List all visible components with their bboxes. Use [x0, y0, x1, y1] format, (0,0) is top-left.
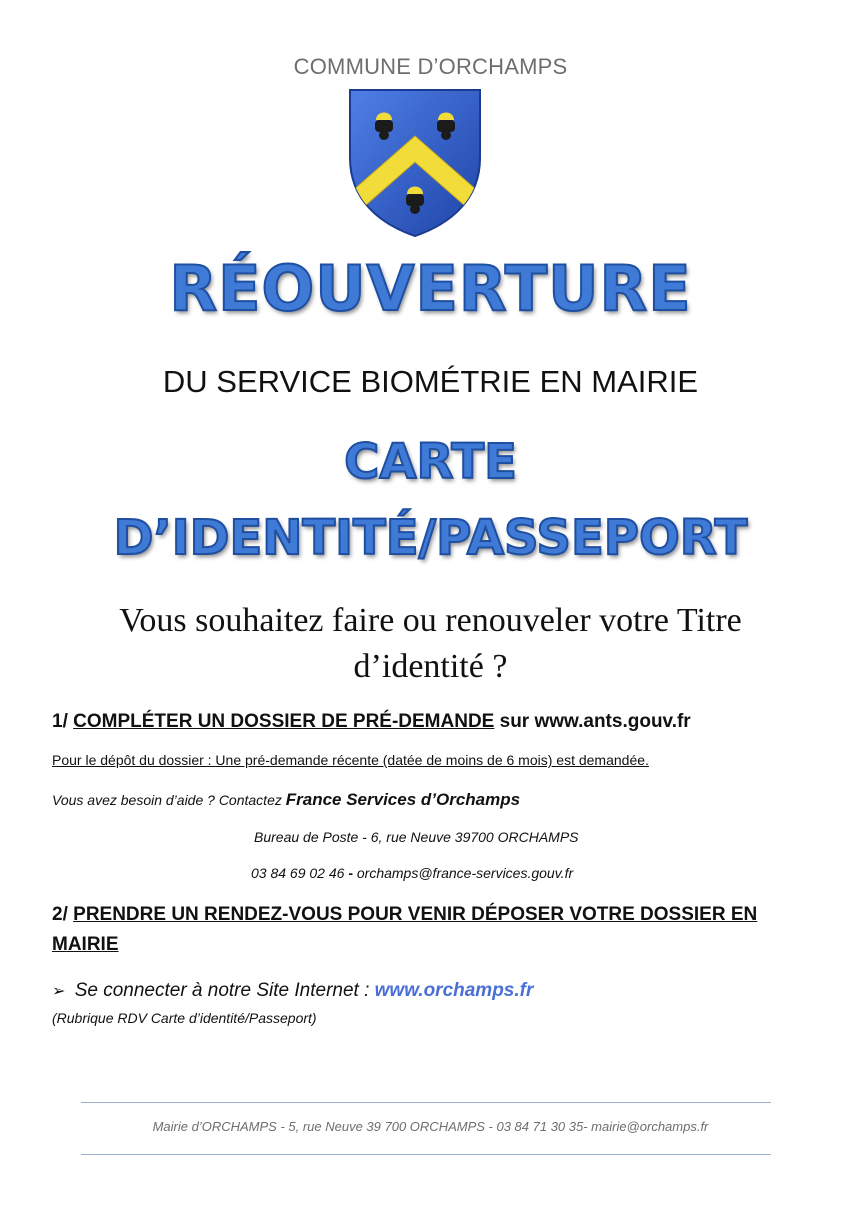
help-prefix: Vous avez besoin d’aide ? Contactez	[52, 792, 282, 808]
step1-action: COMPLÉTER UN DOSSIER DE PRÉ-DEMANDE	[73, 711, 495, 732]
headline-title: RÉOUVERTURE	[169, 252, 692, 325]
footer-divider-bottom	[81, 1154, 771, 1155]
email-address[interactable]: orchamps@france-services.gouv.fr	[356, 865, 574, 881]
step2-number: 2/	[52, 904, 68, 925]
step1-number: 1/	[52, 711, 68, 732]
rubrique-text: (Rubrique RDV Carte d’identité/Passeport)	[52, 1010, 317, 1026]
step1-suffix: sur www.ants.gouv.fr	[499, 711, 691, 732]
document-title-line1: CARTE	[344, 434, 517, 490]
footer-text: Mairie d’ORCHAMPS - 5, rue Neuve 39 700 ORCHAMPS - 03 84 71 30 35- mairie@orchamps.fr	[152, 1119, 709, 1134]
step2-action: PRENDRE UN RENDEZ-VOUS POUR VENIR DÉPOSER VOTRE DOSSIER EN MAIRIE	[52, 904, 758, 955]
france-services-address: Bureau de Poste - 6, rue Neuve 39700 ORCHAMPS	[254, 829, 579, 845]
commune-name: COMMUNE D’ORCHAMPS	[293, 54, 568, 79]
footer-divider-top	[81, 1102, 771, 1103]
headline-subtitle: DU SERVICE BIOMÉTRIE EN MAIRIE	[162, 364, 699, 399]
document-title-line2: D’IDENTITÉ/PASSEPORT	[113, 510, 748, 566]
step2-heading	[52, 900, 822, 960]
question-text: Vous souhaitez faire ou renouveler votre Titre d’identité ?	[119, 602, 742, 685]
connect-line	[52, 980, 533, 1002]
france-services-contact	[251, 865, 573, 881]
help-name: France Services d’Orchamps	[285, 790, 521, 809]
step1-heading	[52, 707, 822, 737]
arrowhead-bullet-icon: ➢	[52, 983, 66, 1000]
coat-of-arms-icon	[346, 88, 484, 238]
help-line	[52, 790, 520, 810]
step1-note: Pour le dépôt du dossier : Une pré-demande récente (datée de moins de 6 mois) est demandée.	[52, 752, 649, 768]
website-link[interactable]: www.orchamps.fr	[374, 980, 534, 1001]
connect-text: Se connecter à notre Site Internet :	[74, 980, 370, 1001]
contact-separator: -	[348, 865, 353, 881]
phone-number: 03 84 69 02 46	[251, 865, 345, 881]
